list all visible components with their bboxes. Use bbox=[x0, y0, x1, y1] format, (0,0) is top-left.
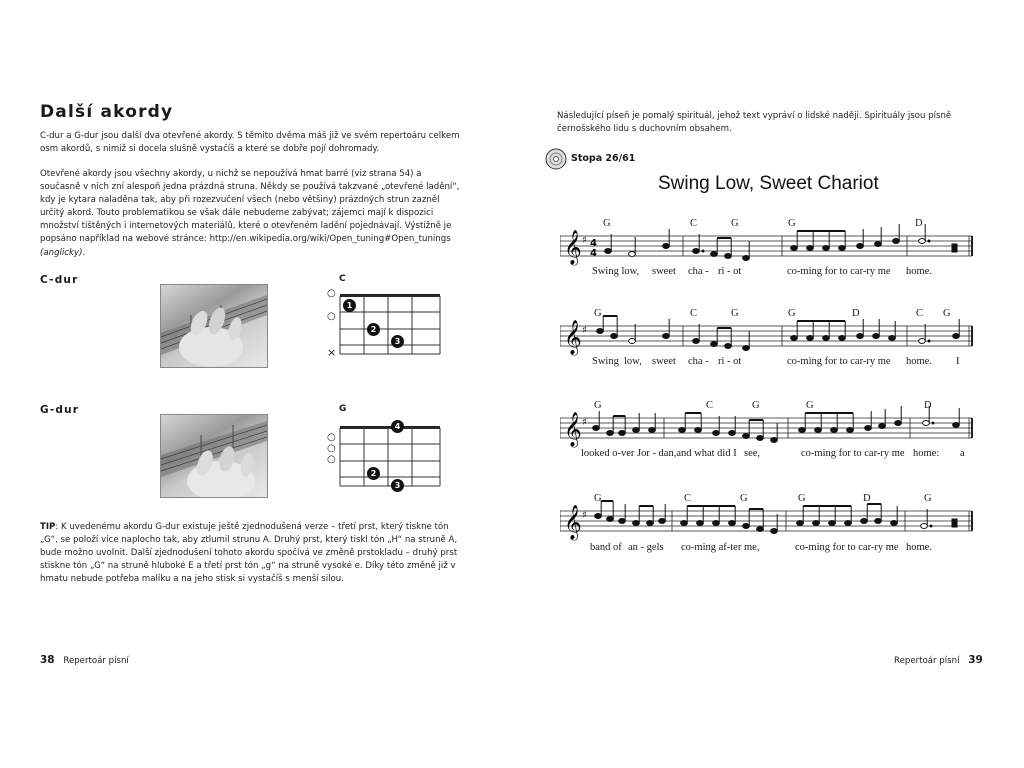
open-tuning-text: Otevřené akordy jsou všechny akordy, u nichž se nepoužívá hmat barré (viz strana 54) a současně v nich zní alespoň jedna prázdná struna. Někdy se používá takzvané „otevřené ladění“, kdy je kytara naladěna tak, aby při rozezvučení všech (nebo většiny) prázdných strun zazněl určitý akord. Touto problematikou se však dále nebudeme zabývat; zájemci mají k dispozici množství tištěných i internetových materiálů, které o otevřeném ladění pojednávají. Výstižně je popsáno například na webové stránce: http://en.wikipedia.org/wiki/Open_tuning#Open_tunings bbox=[40, 169, 460, 245]
diagram-name-g: G bbox=[339, 404, 347, 414]
chord-symbol: G bbox=[943, 308, 951, 319]
chord-symbol: G bbox=[731, 308, 739, 319]
chord-symbol: G bbox=[798, 493, 806, 504]
page-number-left: 38 bbox=[40, 654, 55, 666]
song-title: Swing Low, Sweet Chariot bbox=[658, 173, 879, 194]
fretboard-grid-g bbox=[326, 420, 446, 492]
cd-disc bbox=[545, 148, 567, 170]
chord-heading-g: G-dur bbox=[40, 404, 80, 416]
lyric: a bbox=[960, 448, 965, 459]
treble-clef: 𝄞 bbox=[564, 230, 582, 265]
chord-symbol: G bbox=[740, 493, 748, 504]
treble-clef: 𝄞 bbox=[564, 505, 582, 540]
chord-symbol: D bbox=[863, 493, 871, 504]
chord-symbol: C bbox=[706, 400, 714, 411]
footer-right bbox=[894, 654, 983, 666]
chord-symbol: C bbox=[684, 493, 692, 504]
hand-on-fretboard-photo-g bbox=[160, 414, 268, 498]
chord-symbol: D bbox=[915, 218, 923, 229]
finger-dot-2: 2 bbox=[367, 323, 380, 336]
photo-illustration bbox=[161, 285, 267, 367]
muted-string-mark: × bbox=[327, 346, 337, 359]
time-sig-bottom: 4 bbox=[590, 248, 597, 259]
lyric: co-ming for to car-ry me bbox=[801, 448, 905, 459]
lyric: co-ming for to car-ry me bbox=[787, 356, 891, 367]
open-tuning-note: (anglicky) bbox=[40, 247, 83, 258]
lyric: ri - ot bbox=[718, 266, 742, 277]
lyric: band of bbox=[590, 542, 622, 553]
key-sharp: ♯ bbox=[582, 235, 587, 246]
chord-symbol: G bbox=[924, 493, 932, 504]
chord-symbol: G bbox=[788, 218, 796, 229]
lyric: home. bbox=[906, 356, 932, 367]
lyric: low, bbox=[624, 356, 642, 367]
fretboard-grid-c bbox=[326, 288, 446, 360]
chord-symbol: G bbox=[731, 218, 739, 229]
footer-label-left: Repertoár písní bbox=[63, 656, 129, 666]
lyric: see, bbox=[744, 448, 761, 459]
lyric: sweet bbox=[652, 266, 676, 277]
finger-dot-1: 1 bbox=[343, 299, 356, 312]
finger-dot-3: 3 bbox=[391, 479, 404, 492]
lyric: cha - bbox=[688, 356, 709, 367]
photo-illustration bbox=[161, 415, 267, 497]
open-tuning-end: . bbox=[82, 247, 86, 258]
open-string-mark: ○ bbox=[327, 311, 336, 322]
tip-text: : K uvedenému akordu G-dur existuje ještě zjednodušená verze – třetí prst, který tiskne tón „G“, se položí více naplocho tak, aby ztlumil strunu A. Druhý prst, který tiskl tón „H“ na struně A, bude možno uvolnit. Další zjednodušení tohoto akordu spočívá ve změně prstokladu – druhý prst stiskne tón „G“ na struně hluboké E a třetí prst tón „g“ na struně vysoké e. Díky této změně již v hmatu nebude potřeba malíku a na jeho stisk si vystačíš s menší silou. bbox=[40, 522, 458, 585]
chord-symbol: C bbox=[690, 308, 698, 319]
lyric: co-ming af-ter me, bbox=[681, 542, 760, 553]
lyric: Swing bbox=[592, 356, 619, 367]
page-number-right: 39 bbox=[968, 654, 983, 666]
finger-dot-2: 2 bbox=[367, 467, 380, 480]
section-title: Další akordy bbox=[40, 102, 174, 122]
open-tuning-paragraph bbox=[40, 168, 460, 260]
footer-label-right: Repertoár písní bbox=[894, 656, 960, 666]
lyric: sweet bbox=[652, 356, 676, 367]
lyric: home. bbox=[906, 266, 932, 277]
open-string-mark: ○ bbox=[327, 432, 336, 443]
hand-on-fretboard-photo-c bbox=[160, 284, 268, 368]
chord-diagram-g bbox=[326, 420, 446, 496]
finger-dot-3: 3 bbox=[391, 335, 404, 348]
track-label: Stopa 26/61 bbox=[571, 153, 636, 164]
song-intro: Následující píseň je pomalý spirituál, jehož text vypráví o lidské naději. Spirituály jsou písně černošského lidu s duchovním obsahem. bbox=[557, 111, 952, 135]
lyric: an - gels bbox=[628, 542, 664, 553]
treble-clef: 𝄞 bbox=[564, 320, 582, 355]
lyric: co-ming for to car-ry me bbox=[795, 542, 899, 553]
key-sharp: ♯ bbox=[582, 325, 587, 336]
open-string-mark: ○ bbox=[327, 443, 336, 454]
chord-symbol: G bbox=[594, 493, 602, 504]
chord-symbol: G bbox=[788, 308, 796, 319]
chord-symbol: C bbox=[690, 218, 698, 229]
chord-symbol: G bbox=[594, 400, 602, 411]
intro-paragraph: C-dur a G-dur jsou další dva otevřené akordy. S těmito dvěma máš již ve svém repertoáru celkem osm akordů, s nimiž si docela slušně vystačíš a které se dobře pojí dohromady. bbox=[40, 131, 460, 155]
footer-left bbox=[40, 654, 129, 666]
open-string-mark: ○ bbox=[327, 454, 336, 465]
lyric: Swing low, bbox=[592, 266, 640, 277]
lyric: ri - ot bbox=[718, 356, 742, 367]
lyric: cha - bbox=[688, 266, 709, 277]
chord-symbol: G bbox=[752, 400, 760, 411]
tip-paragraph bbox=[40, 521, 460, 586]
chord-diagram-c bbox=[326, 288, 446, 364]
chord-heading-c: C-dur bbox=[40, 274, 79, 286]
finger-dot-4: 4 bbox=[391, 420, 404, 433]
key-sharp: ♯ bbox=[582, 510, 587, 521]
chord-symbol: D bbox=[852, 308, 860, 319]
lyric: co-ming for to car-ry me bbox=[787, 266, 891, 277]
open-string-mark: ○ bbox=[327, 288, 336, 299]
chord-symbol: D bbox=[924, 400, 932, 411]
treble-clef: 𝄞 bbox=[564, 412, 582, 447]
key-sharp: ♯ bbox=[582, 417, 587, 428]
chord-symbol: G bbox=[806, 400, 814, 411]
cd-icon bbox=[545, 148, 567, 174]
diagram-name-c: C bbox=[339, 274, 346, 284]
time-sig-top: 4 bbox=[590, 238, 597, 249]
lyric: looked o-ver Jor - dan,and what did I bbox=[581, 448, 737, 459]
chord-symbol: G bbox=[594, 308, 602, 319]
lyric: I bbox=[956, 356, 960, 367]
lyric: home. bbox=[906, 542, 932, 553]
tip-label: TIP bbox=[40, 522, 56, 532]
chord-symbol: G bbox=[603, 218, 611, 229]
chord-symbol: C bbox=[916, 308, 924, 319]
lyric: home: bbox=[913, 448, 940, 459]
